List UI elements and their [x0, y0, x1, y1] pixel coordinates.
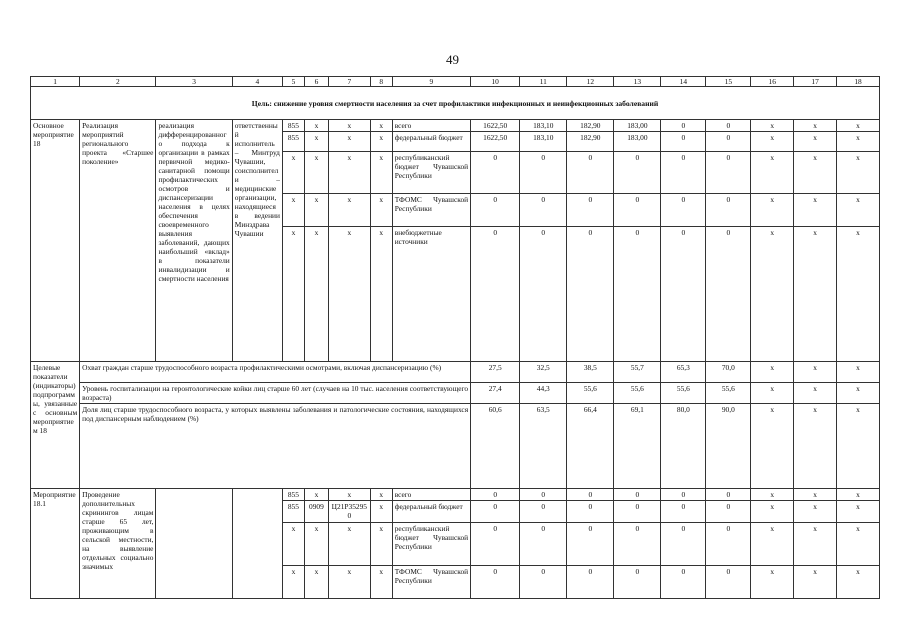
- funding-source: федеральный бюджет: [392, 132, 470, 152]
- funding-value: x: [751, 194, 794, 227]
- funding-value: 0: [471, 566, 520, 599]
- budget-code: Ц21Р352950: [328, 501, 370, 523]
- budget-code: x: [370, 501, 392, 523]
- budget-code: x: [370, 132, 392, 152]
- funding-value: 0: [706, 501, 751, 523]
- budget-code: x: [370, 194, 392, 227]
- column-number-row: [31, 77, 880, 87]
- budget-code: x: [282, 227, 304, 362]
- funding-value: x: [794, 120, 837, 132]
- target-row: [31, 362, 880, 383]
- funding-source: республиканский бюджет Чувашской Республики: [392, 152, 470, 194]
- funding-value: 0: [661, 501, 706, 523]
- column-number: 7: [328, 77, 370, 87]
- budget-code: x: [304, 523, 328, 566]
- column-number: 11: [520, 77, 567, 87]
- goal-title: Цель: снижение уровня смертности населения за счет профилактики инфекционных и неинфекционных заболеваний: [31, 87, 880, 120]
- funding-value: 0: [520, 501, 567, 523]
- funding-value: x: [837, 227, 880, 362]
- funding-value: 0: [661, 523, 706, 566]
- target-value: 55,6: [706, 383, 751, 404]
- measure-name: Реализация мероприятий регионального проекта «Старшее поколение»: [80, 120, 156, 362]
- funding-value: 1622,50: [471, 120, 520, 132]
- target-value: 63,5: [520, 404, 567, 489]
- budget-code: x: [282, 523, 304, 566]
- target-value: 80,0: [661, 404, 706, 489]
- measure-description: реализация дифференцированного подхода к организации в рамках первичной медико-санитарной помощи профилактических осмотров и диспансеризации населения в целях обеспечения своевременного выявления заболеваний, дающих наибольший «вклад» в показатели инвалидизации и смертности населения: [156, 120, 232, 362]
- target-value: x: [837, 362, 880, 383]
- funding-value: 182,90: [567, 132, 614, 152]
- funding-value: 0: [661, 489, 706, 501]
- budget-code: x: [282, 566, 304, 599]
- funding-value: 0: [567, 566, 614, 599]
- funding-value: x: [837, 152, 880, 194]
- budget-code: x: [304, 152, 328, 194]
- target-value: x: [751, 383, 794, 404]
- funding-value: x: [794, 132, 837, 152]
- budget-code: x: [370, 227, 392, 362]
- column-number: 13: [614, 77, 661, 87]
- column-number: 10: [471, 77, 520, 87]
- target-value: x: [837, 404, 880, 489]
- funding-value: x: [794, 489, 837, 501]
- funding-value: 0: [706, 194, 751, 227]
- funding-source: республиканский бюджет Чувашской Республики: [392, 523, 470, 566]
- funding-value: x: [837, 566, 880, 599]
- funding-value: 0: [661, 227, 706, 362]
- target-value: 66,4: [567, 404, 614, 489]
- funding-value: 0: [520, 523, 567, 566]
- funding-value: 0: [567, 523, 614, 566]
- funding-value: 0: [706, 523, 751, 566]
- column-number: 18: [837, 77, 880, 87]
- funding-value: x: [751, 523, 794, 566]
- submeasure-label: Мероприятие 18.1: [31, 489, 80, 599]
- funding-value: x: [837, 523, 880, 566]
- column-number: 17: [794, 77, 837, 87]
- budget-code: x: [370, 566, 392, 599]
- funding-value: 0: [661, 194, 706, 227]
- funding-value: 0: [520, 489, 567, 501]
- budget-code: x: [370, 120, 392, 132]
- target-value: 69,1: [614, 404, 661, 489]
- submeasure-executor: [232, 489, 282, 599]
- funding-value: 0: [471, 501, 520, 523]
- funding-value: 0: [706, 132, 751, 152]
- funding-value: 0: [520, 194, 567, 227]
- funding-value: 0: [614, 152, 661, 194]
- target-row: [31, 404, 880, 489]
- funding-source: внебюджетные источники: [392, 227, 470, 362]
- funding-value: x: [794, 152, 837, 194]
- target-value: 90,0: [706, 404, 751, 489]
- funding-value: 0: [567, 194, 614, 227]
- funding-value: 0: [661, 566, 706, 599]
- measure-label: Основное мероприятие 18: [31, 120, 80, 362]
- funding-value: 1622,50: [471, 132, 520, 152]
- funding-value: 0: [614, 194, 661, 227]
- target-value: x: [794, 362, 837, 383]
- budget-code: x: [304, 489, 328, 501]
- funding-value: x: [751, 120, 794, 132]
- column-number: 2: [80, 77, 156, 87]
- funding-value: 0: [471, 194, 520, 227]
- funding-value: 0: [706, 227, 751, 362]
- column-number: 14: [661, 77, 706, 87]
- measure18-1-row: [31, 489, 880, 501]
- column-number: 9: [392, 77, 470, 87]
- budget-code: 855: [282, 132, 304, 152]
- budget-code: x: [304, 194, 328, 227]
- target-indicator: Охват граждан старше трудоспособного возраста профилактическими осмотрами, включая диспансеризацию (%): [80, 362, 471, 383]
- budget-code: x: [304, 132, 328, 152]
- budget-code: 855: [282, 489, 304, 501]
- budget-code: x: [328, 227, 370, 362]
- funding-value: 0: [661, 152, 706, 194]
- target-indicator: Доля лиц старше трудоспособного возраста, у которых выявлены заболевания и патологические состояния, находящихся под диспансерным наблюдением (%): [80, 404, 471, 489]
- funding-value: 0: [471, 489, 520, 501]
- funding-value: 183,00: [614, 132, 661, 152]
- target-value: 55,6: [567, 383, 614, 404]
- target-value: x: [794, 404, 837, 489]
- funding-value: 0: [471, 523, 520, 566]
- column-number: 4: [232, 77, 282, 87]
- funding-value: x: [751, 227, 794, 362]
- funding-value: x: [837, 489, 880, 501]
- target-value: 65,3: [661, 362, 706, 383]
- budget-code: x: [370, 152, 392, 194]
- column-number: 16: [751, 77, 794, 87]
- column-number: 8: [370, 77, 392, 87]
- funding-value: 0: [471, 152, 520, 194]
- target-indicator: Уровень госпитализации на геронтологические койки лиц старше 60 лет (случаев на 10 тыс. населения соответствующего возраста): [80, 383, 471, 404]
- column-number: 5: [282, 77, 304, 87]
- funding-value: 0: [614, 523, 661, 566]
- funding-value: x: [794, 523, 837, 566]
- budget-code: 0909: [304, 501, 328, 523]
- target-value: 27,4: [471, 383, 520, 404]
- funding-value: x: [837, 132, 880, 152]
- funding-source: всего: [392, 120, 470, 132]
- funding-value: 0: [520, 566, 567, 599]
- funding-value: 0: [661, 132, 706, 152]
- target-value: 60,6: [471, 404, 520, 489]
- page-number: 49: [446, 52, 459, 67]
- budget-code: x: [328, 132, 370, 152]
- funding-value: 0: [614, 566, 661, 599]
- funding-value: x: [751, 132, 794, 152]
- target-value: x: [751, 404, 794, 489]
- target-value: x: [837, 383, 880, 404]
- target-value: 55,6: [614, 383, 661, 404]
- budget-code: x: [304, 120, 328, 132]
- submeasure-name: Проведение дополнительных скринингов лицам старше 65 лет, проживающим в сельской местности, на выявление отдельных социально значимых: [80, 489, 156, 599]
- funding-value: x: [837, 501, 880, 523]
- funding-value: x: [837, 194, 880, 227]
- column-number: 1: [31, 77, 80, 87]
- target-value: 44,3: [520, 383, 567, 404]
- funding-value: 0: [706, 120, 751, 132]
- funding-value: x: [837, 120, 880, 132]
- funding-value: x: [794, 194, 837, 227]
- funding-value: 0: [567, 501, 614, 523]
- funding-value: x: [794, 566, 837, 599]
- budget-code: x: [282, 194, 304, 227]
- funding-value: 182,90: [567, 120, 614, 132]
- funding-source: всего: [392, 489, 470, 501]
- funding-value: 0: [661, 120, 706, 132]
- funding-value: x: [794, 227, 837, 362]
- budget-code: 855: [282, 501, 304, 523]
- budget-code: x: [282, 152, 304, 194]
- target-value: 55,7: [614, 362, 661, 383]
- funding-value: 0: [614, 227, 661, 362]
- budget-code: x: [328, 194, 370, 227]
- funding-value: x: [751, 152, 794, 194]
- column-number: 6: [304, 77, 328, 87]
- funding-value: 0: [471, 227, 520, 362]
- column-number: 12: [567, 77, 614, 87]
- funding-value: 0: [614, 489, 661, 501]
- funding-value: 183,10: [520, 132, 567, 152]
- budget-code: x: [328, 489, 370, 501]
- submeasure-description: [156, 489, 232, 599]
- funding-source: ТФОМС Чувашской Республики: [392, 194, 470, 227]
- target-value: 27,5: [471, 362, 520, 383]
- funding-value: 0: [567, 489, 614, 501]
- goal-row: [31, 87, 880, 120]
- funding-value: x: [751, 489, 794, 501]
- budget-code: x: [304, 227, 328, 362]
- funding-value: 0: [567, 152, 614, 194]
- target-value: x: [751, 362, 794, 383]
- funding-value: 0: [520, 227, 567, 362]
- budget-code: x: [328, 152, 370, 194]
- program-table: [30, 76, 880, 599]
- measure18-row: [31, 120, 880, 132]
- target-value: x: [794, 383, 837, 404]
- funding-value: 0: [520, 152, 567, 194]
- funding-value: x: [751, 566, 794, 599]
- target-value: 32,5: [520, 362, 567, 383]
- funding-value: 183,00: [614, 120, 661, 132]
- funding-value: 0: [706, 489, 751, 501]
- budget-code: x: [328, 120, 370, 132]
- funding-value: 0: [567, 227, 614, 362]
- targets-label: Целевые показатели (индикаторы) подпрограммы, увязанные с основным мероприятием 18: [31, 362, 80, 489]
- target-value: 38,5: [567, 362, 614, 383]
- funding-value: x: [794, 501, 837, 523]
- budget-code: x: [328, 566, 370, 599]
- column-number: 15: [706, 77, 751, 87]
- funding-source: ТФОМС Чувашской Республики: [392, 566, 470, 599]
- funding-source: федеральный бюджет: [392, 501, 470, 523]
- funding-value: 0: [614, 501, 661, 523]
- funding-value: 0: [706, 566, 751, 599]
- funding-value: x: [751, 501, 794, 523]
- budget-code: x: [370, 523, 392, 566]
- funding-value: 183,10: [520, 120, 567, 132]
- budget-code: x: [304, 566, 328, 599]
- target-value: 55,6: [661, 383, 706, 404]
- measure-executor: ответственный исполнитель – Минтруд Чувашии, соисполнители – медицинские организации, находящиеся в ведении Минздрава Чувашии: [232, 120, 282, 362]
- target-value: 70,0: [706, 362, 751, 383]
- budget-code: x: [328, 523, 370, 566]
- budget-code: 855: [282, 120, 304, 132]
- target-row: [31, 383, 880, 404]
- column-number: 3: [156, 77, 232, 87]
- funding-value: 0: [706, 152, 751, 194]
- budget-code: x: [370, 489, 392, 501]
